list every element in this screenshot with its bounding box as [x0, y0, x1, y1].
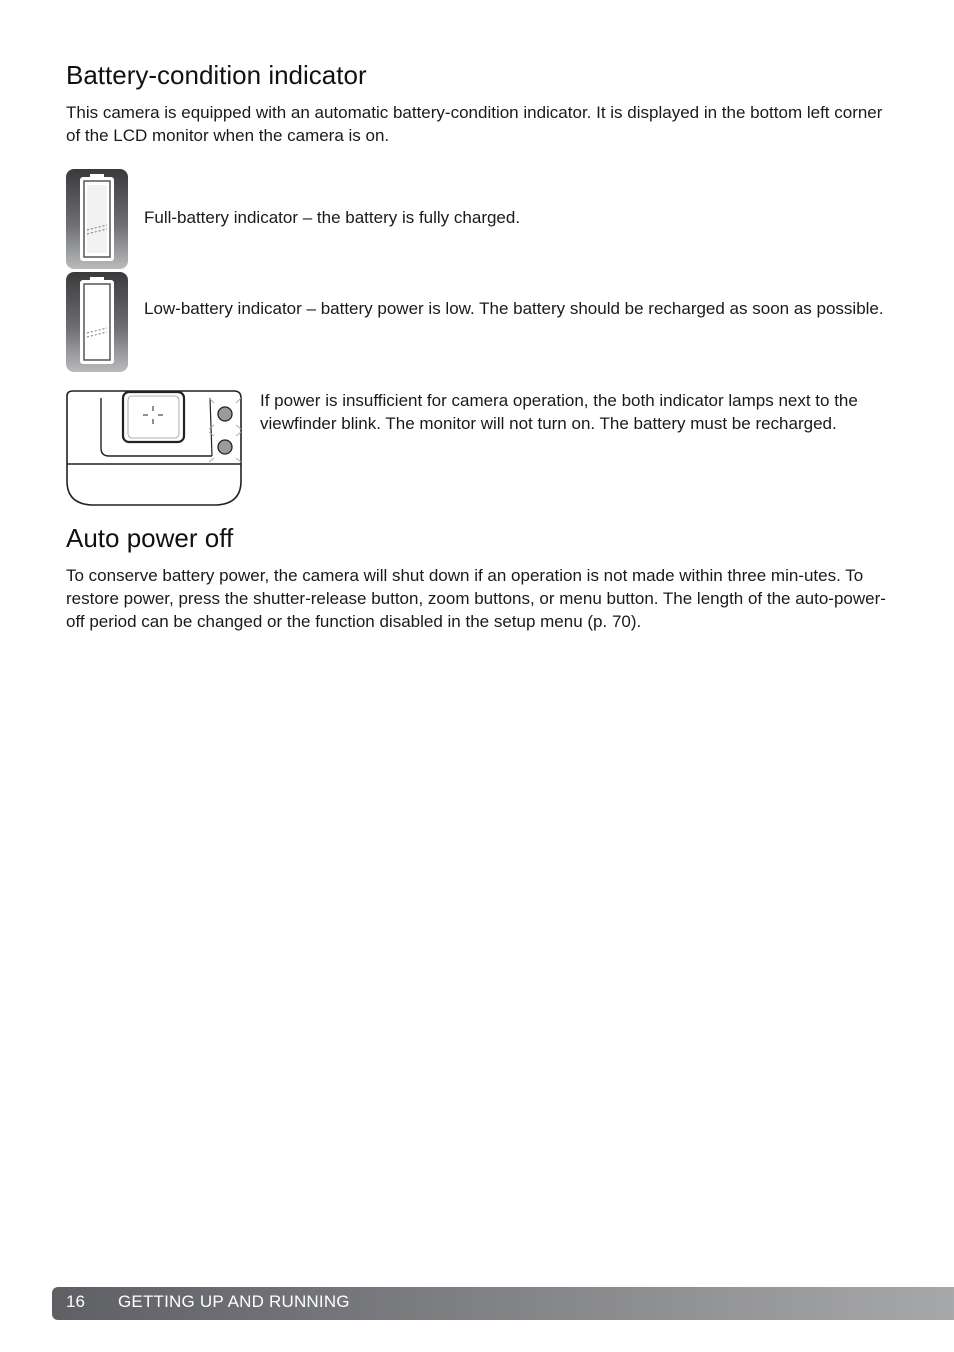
section-heading-battery: Battery-condition indicator: [66, 60, 367, 90]
section-heading-auto-power-off: Auto power off: [66, 523, 234, 553]
full-battery-icon: [65, 168, 129, 275]
auto-power-off-paragraph: To conserve battery power, the camera will shut down if an operation is not made within three min-utes. To restore power, press the shutter-release button, zoom buttons, or menu button. The length of the auto-power-off period can be changed or the function disabled in the setup menu (p. 70).: [66, 566, 886, 631]
full-battery-description: Full-battery indicator – the battery is fully charged.: [144, 208, 521, 227]
low-battery-icon: [65, 271, 129, 378]
camera-back-blinking-lamps-icon: [64, 386, 244, 515]
footer-section-title: GETTING UP AND RUNNING: [118, 1292, 350, 1311]
battery-intro-paragraph: This camera is equipped with an automatic battery-condition indicator. It is displayed in the bottom left corner of the LCD monitor when the camera is on.: [66, 103, 883, 145]
page-number: 16: [66, 1292, 85, 1311]
low-battery-description: Low-battery indicator – battery power is low. The battery should be recharged as soon as possible.: [144, 299, 884, 318]
insufficient-power-paragraph: If power is insufficient for camera operation, the both indicator lamps next to the viewfinder blink. The monitor will not turn on. The battery must be recharged.: [260, 391, 858, 433]
